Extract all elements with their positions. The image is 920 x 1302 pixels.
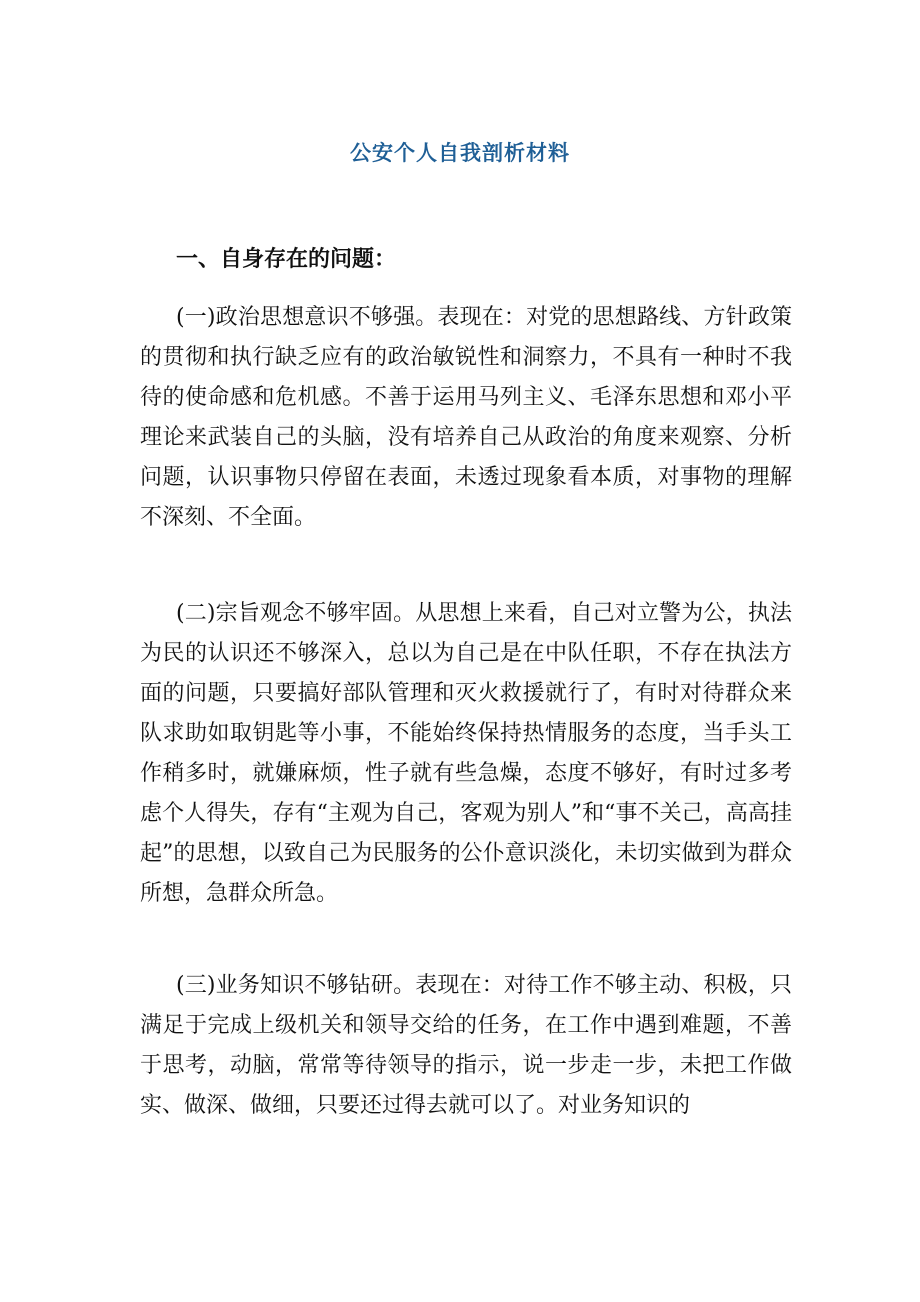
paragraph-political-awareness: (一)政治思想意识不够强。表现在：对党的思想路线、方针政策的贯彻和执行缺乏应有的政治敏锐性和洞察力，不具有一种时不我待的使命感和危机感。不善于运用马列主义、毛泽东思想和邓小平理论来武装自己的头脑，没有培养自己从政治的角度来观察、分析问题，认识事物只停留在表面，未透过现象看本质，对事物的理解不深刻、不全面。 — [140, 305, 792, 530]
paragraph-service-concept: (二)宗旨观念不够牢固。从思想上来看，自己对立警为公，执法为民的认识还不够深入，总以为自己是在中队任职，不存在执法方面的问题，只要搞好部队管理和灭火救援就行了，有时对待群众来队求助如取钥匙等小事，不能始终保持热情服务的态度，当手头工作稍多时，就嫌麻烦，性子就有些急燥，态度不够好，有时过多考虑个人得失，存有“主观为自己，客观为别人”和“事不关己，高高挂起”的思想，以致自己为民服务的公仆意识淡化，未切实做到为群众所想，急群众所急。 — [140, 601, 792, 906]
paragraph-professional-knowledge: (三)业务知识不够钻研。表现在：对待工作不够主动、积极，只满足于完成上级机关和领导交给的任务，在工作中遇到难题，不善于思考，动脑，常常等待领导的指示，说一步走一步，未把工作做实、做深、做细，只要还过得去就可以了。对业务知识的 — [140, 973, 792, 1118]
document-title: 公安个人自我剖析材料 — [350, 140, 570, 165]
section-heading: 一、自身存在的问题： — [176, 246, 397, 272]
